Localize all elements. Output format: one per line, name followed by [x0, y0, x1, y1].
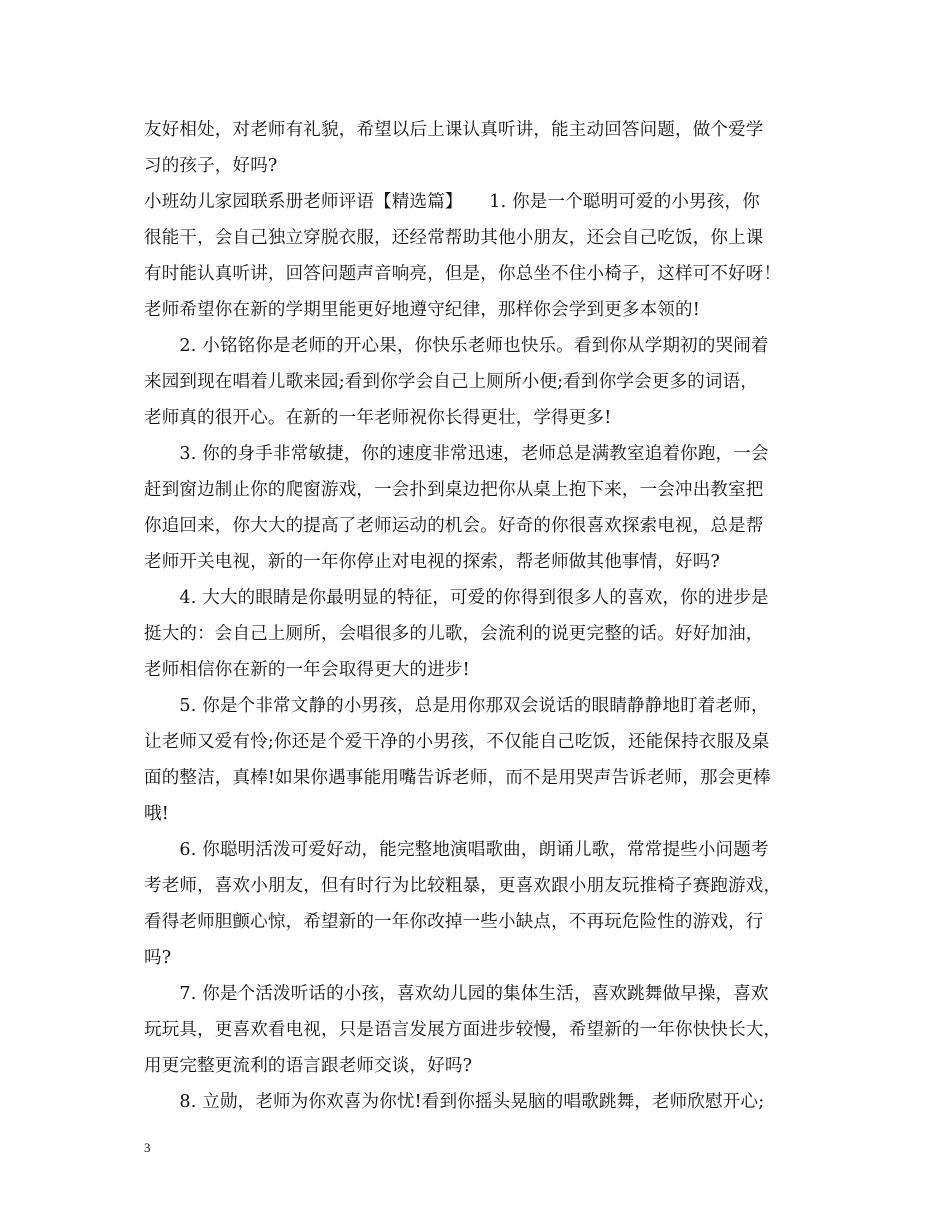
text-line: 你追回来，你大大的提高了老师运动的机会。好奇的你很喜欢探索电视，总是帮 — [144, 516, 764, 536]
text-line: 4. 大大的眼睛是你最明显的特征，可爱的你得到很多人的喜欢，你的进步是 — [144, 588, 769, 608]
text-line: 7. 你是个活泼听话的小孩，喜欢幼儿园的集体生活，喜欢跳舞做早操，喜欢 — [144, 984, 769, 1004]
text-line: 用更完整更流利的语言跟老师交谈，好吗? — [144, 1056, 473, 1076]
text-line: 赶到窗边制止你的爬窗游戏，一会扑到桌边把你从桌上抱下来，一会冲出教室把 — [144, 480, 764, 500]
text-line: 有时能认真听讲，回答问题声音响亮，但是，你总坐不住小椅子，这样可不好呀！ — [144, 264, 782, 284]
text-line: 友好相处，对老师有礼貌，希望以后上课认真听讲，能主动回答问题，做个爱学 — [144, 120, 764, 140]
text-line: 来园到现在唱着儿歌来园;看到你学会自己上厕所小便;看到你学会更多的词语， — [144, 372, 758, 392]
section-heading-line: 小班幼儿家园联系册老师评语【精选篇】 1. 你是一个聪明可爱的小男孩，你 — [144, 192, 760, 212]
text-line: 挺大的：会自己上厕所，会唱很多的儿歌，会流利的说更完整的话。好好加油， — [144, 624, 764, 644]
text-line: 6. 你聪明活泼可爱好动，能完整地演唱歌曲，朗诵儿歌，常常提些小问题考 — [144, 840, 769, 860]
text-line: 看得老师胆颤心惊，希望新的一年你改掉一些小缺点，不再玩危险性的游戏，行 — [144, 912, 764, 932]
page-number: 3 — [144, 1140, 151, 1155]
text-line: 3. 你的身手非常敏捷，你的速度非常迅速，老师总是满教室追着你跑，一会 — [144, 444, 769, 464]
text-line: 老师开关电视，新的一年你停止对电视的探索，帮老师做其他事情，好吗? — [144, 552, 720, 572]
text-line: 老师相信你在新的一年会取得更大的进步! — [144, 660, 470, 680]
text-line: 5. 你是个非常文静的小男孩，总是用你那双会说话的眼睛静静地盯着老师， — [144, 696, 769, 716]
text-line: 玩玩具，更喜欢看电视，只是语言发展方面进步较慢，希望新的一年你快快长大， — [144, 1020, 782, 1040]
text-line: 老师真的很开心。在新的一年老师祝你长得更壮，学得更多! — [144, 408, 612, 428]
text-line: 吗? — [144, 948, 172, 968]
text-line: 2. 小铭铭你是老师的开心果，你快乐老师也快乐。看到你从学期初的哭闹着 — [144, 336, 769, 356]
document-body — [144, 112, 810, 1120]
text-line: 很能干，会自己独立穿脱衣服，还经常帮助其他小朋友，还会自己吃饭，你上课 — [144, 228, 764, 248]
text-line: 习的孩子，好吗? — [144, 156, 278, 176]
text-line: 面的整洁，真棒!如果你遇事能用嘴告诉老师，而不是用哭声告诉老师，那会更棒 — [144, 768, 771, 788]
text-line: 让老师又爱有怜;你还是个爱干净的小男孩，不仅能自己吃饭，还能保持衣服及桌 — [144, 732, 770, 752]
text-line: 老师希望你在新的学期里能更好地遵守纪律，那样你会学到更多本领的! — [144, 300, 700, 320]
text-line: 哦! — [144, 804, 169, 824]
text-line: 考老师，喜欢小朋友，但有时行为比较粗暴，更喜欢跟小朋友玩推椅子赛跑游戏， — [144, 876, 782, 896]
text-line: 8. 立勋，老师为你欢喜为你忧!看到你摇头晃脑的唱歌跳舞，老师欣慰开心; — [144, 1092, 765, 1112]
